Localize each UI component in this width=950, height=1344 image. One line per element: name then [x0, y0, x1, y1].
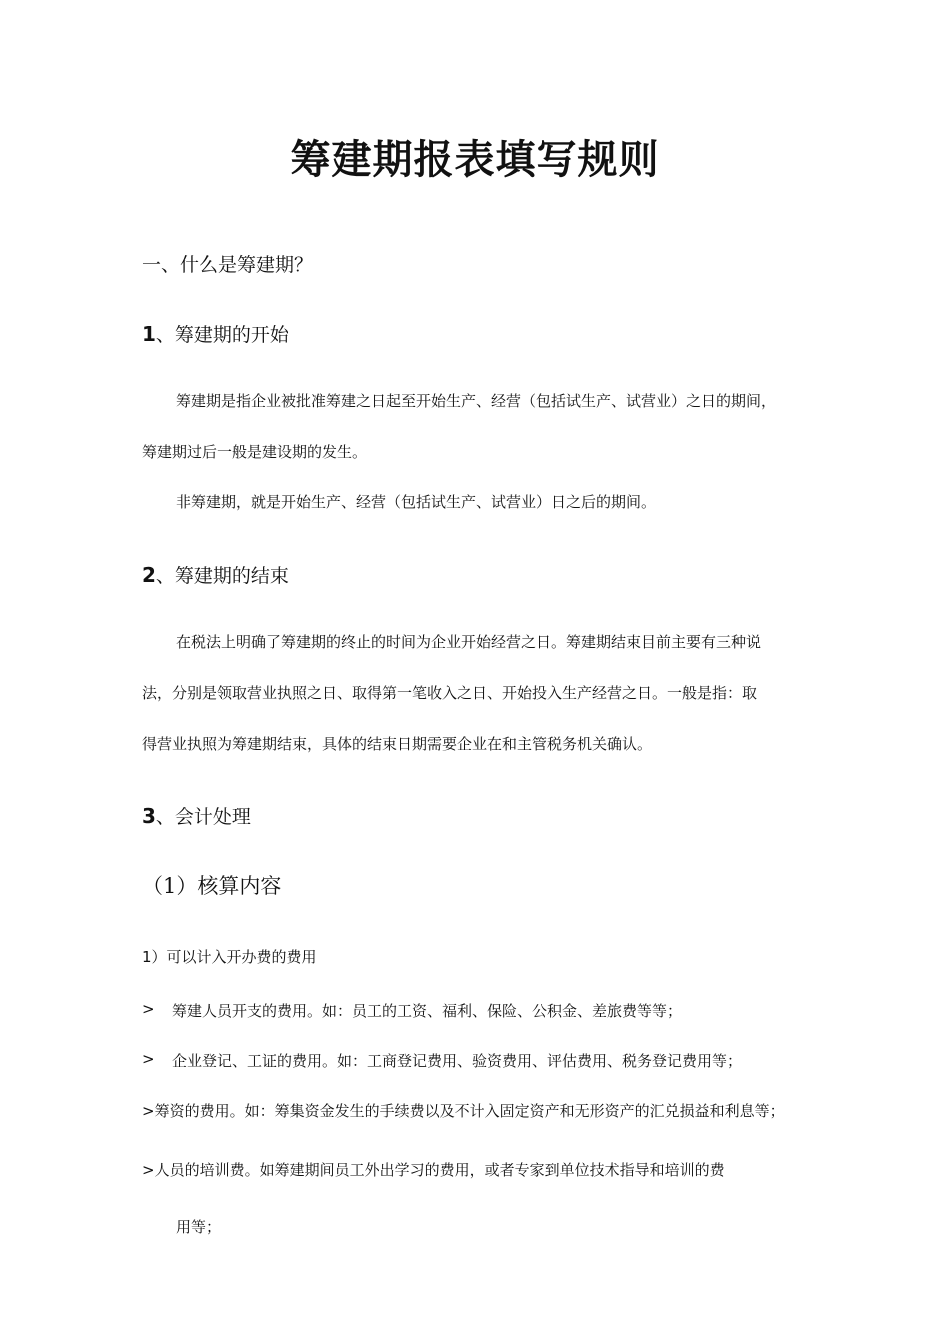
bullet-item: >人员的培训费。如筹建期间员工外出学习的费用，或者专家到单位技术指导和培训的费 — [142, 1161, 725, 1179]
item-heading: 1）可以计入开办费的费用 — [142, 948, 317, 966]
paragraph-line: 得营业执照为筹建期结束，具体的结束日期需要企业在和主管税务机关确认。 — [142, 735, 653, 753]
bullet-item: 筹建人员开支的费用。如：员工的工资、福利、保险、公积金、差旅费等等； — [172, 1002, 683, 1020]
subsection-title: 、筹建期的开始 — [155, 324, 289, 346]
paragraph-line: 法，分别是领取营业执照之日、取得第一笔收入之日、开始投入生产经营之日。一般是指：取 — [142, 684, 758, 702]
paragraph-line: 筹建期是指企业被批准筹建之日起至开始生产、经营（包括试生产、试营业）之日的期间， — [176, 392, 777, 410]
paragraph-line: 在税法上明确了筹建期的终止的时间为企业开始经营之日。筹建期结束目前主要有三种说 — [176, 633, 762, 651]
subsection-title: 、会计处理 — [155, 806, 251, 828]
subsection-title: 、筹建期的结束 — [155, 565, 289, 587]
bullet-marker: > — [142, 1050, 155, 1068]
subsection-number: 3 — [142, 804, 156, 828]
section-heading-what-is: 一、什么是筹建期？ — [142, 254, 314, 276]
subsection-heading-start — [142, 320, 289, 347]
bullet-item: 企业登记、工证的费用。如：工商登记费用、验资费用、评估费用、税务登记费用等； — [172, 1052, 743, 1070]
accounting-content-heading: （1）核算内容 — [142, 874, 282, 898]
paragraph-line: 非筹建期，就是开始生产、经营（包括试生产、试营业）日之后的期间。 — [176, 493, 657, 511]
bullet-item-continuation: 用等； — [176, 1218, 222, 1236]
bullet-marker: > — [142, 1000, 155, 1018]
document-title: 筹建期报表填写规则 — [290, 137, 660, 183]
subsection-number: 2 — [142, 563, 156, 587]
subsection-number: 1 — [142, 322, 156, 346]
subsection-heading-end — [142, 561, 289, 588]
paragraph-line: 筹建期过后一般是建设期的发生。 — [142, 443, 368, 461]
subsection-heading-accounting — [142, 802, 251, 829]
bullet-item: >筹资的费用。如：筹集资金发生的手续费以及不计入固定资产和无形资产的汇兑损益和利息等； — [142, 1102, 785, 1120]
